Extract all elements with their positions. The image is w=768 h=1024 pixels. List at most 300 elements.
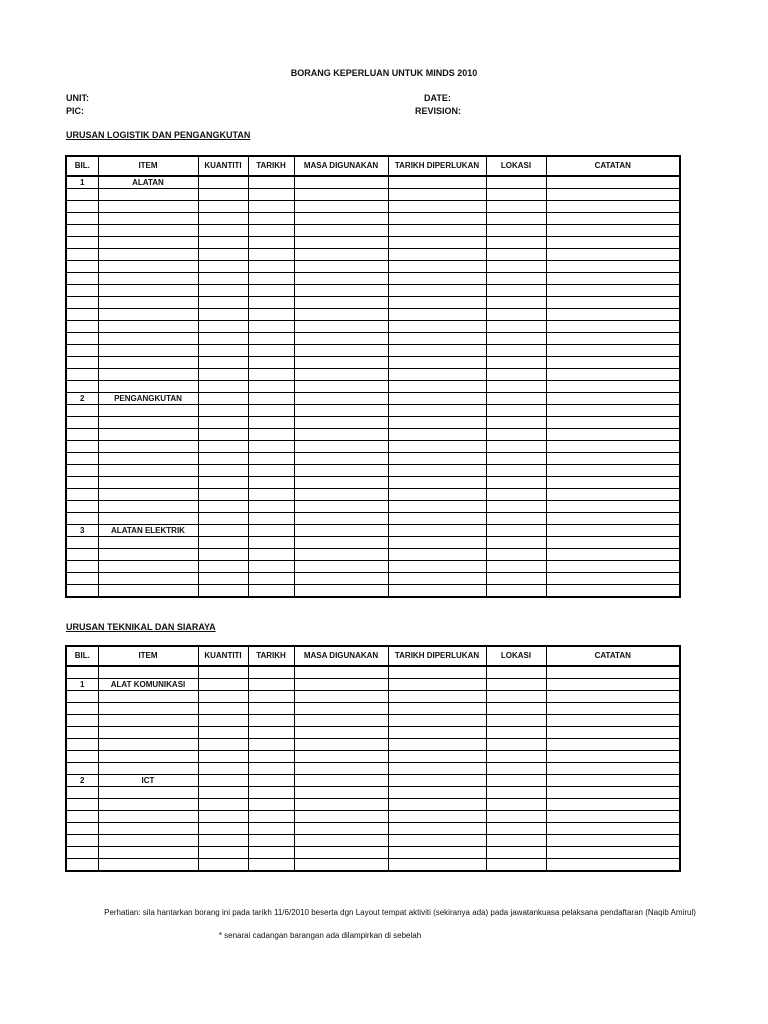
- table-cell[interactable]: [546, 847, 680, 859]
- table-cell[interactable]: [98, 237, 198, 249]
- table-cell[interactable]: [294, 381, 388, 393]
- table-cell[interactable]: [486, 561, 546, 573]
- table-cell[interactable]: [486, 751, 546, 763]
- table-cell[interactable]: [388, 751, 486, 763]
- table-cell[interactable]: [198, 345, 248, 357]
- table-cell[interactable]: [486, 333, 546, 345]
- table-cell[interactable]: [248, 763, 294, 775]
- table-cell[interactable]: [486, 823, 546, 835]
- table-cell[interactable]: [248, 213, 294, 225]
- table-cell[interactable]: [98, 249, 198, 261]
- table-cell[interactable]: [66, 835, 98, 847]
- table-cell[interactable]: [388, 176, 486, 189]
- table-cell[interactable]: [294, 811, 388, 823]
- table-cell[interactable]: [66, 309, 98, 321]
- table-cell[interactable]: [198, 763, 248, 775]
- table-cell[interactable]: [546, 666, 680, 679]
- table-cell[interactable]: [486, 357, 546, 369]
- table-cell[interactable]: [388, 213, 486, 225]
- table-cell[interactable]: [98, 333, 198, 345]
- table-cell[interactable]: [294, 453, 388, 465]
- table-cell[interactable]: [248, 225, 294, 237]
- table-cell[interactable]: [294, 561, 388, 573]
- table-cell[interactable]: [248, 429, 294, 441]
- table-cell[interactable]: [198, 715, 248, 727]
- table-cell[interactable]: [66, 691, 98, 703]
- table-cell[interactable]: [546, 213, 680, 225]
- table-cell[interactable]: [486, 285, 546, 297]
- table-cell[interactable]: [198, 489, 248, 501]
- table-cell[interactable]: [546, 715, 680, 727]
- table-cell[interactable]: [486, 345, 546, 357]
- table-cell[interactable]: [388, 489, 486, 501]
- table-cell[interactable]: [98, 465, 198, 477]
- table-cell[interactable]: [198, 453, 248, 465]
- table-cell[interactable]: [98, 357, 198, 369]
- table-cell[interactable]: [546, 285, 680, 297]
- table-cell[interactable]: [294, 441, 388, 453]
- table-cell[interactable]: [66, 261, 98, 273]
- table-cell[interactable]: [546, 823, 680, 835]
- table-cell[interactable]: [198, 847, 248, 859]
- table-cell[interactable]: [388, 381, 486, 393]
- table-cell[interactable]: [66, 513, 98, 525]
- table-cell[interactable]: [98, 666, 198, 679]
- table-cell[interactable]: [98, 369, 198, 381]
- table-cell[interactable]: [66, 201, 98, 213]
- table-cell[interactable]: [388, 417, 486, 429]
- table-cell[interactable]: [546, 297, 680, 309]
- table-cell[interactable]: [198, 823, 248, 835]
- table-cell[interactable]: [388, 309, 486, 321]
- table-cell[interactable]: [248, 501, 294, 513]
- table-cell[interactable]: [66, 859, 98, 872]
- table-cell[interactable]: [66, 357, 98, 369]
- table-cell[interactable]: [486, 811, 546, 823]
- table-cell[interactable]: [248, 285, 294, 297]
- table-cell[interactable]: [248, 477, 294, 489]
- table-cell[interactable]: [98, 285, 198, 297]
- table-cell[interactable]: [198, 417, 248, 429]
- table-cell[interactable]: [198, 381, 248, 393]
- table-cell[interactable]: [546, 237, 680, 249]
- table-cell[interactable]: [388, 405, 486, 417]
- table-cell[interactable]: [388, 835, 486, 847]
- table-cell[interactable]: [66, 715, 98, 727]
- table-cell[interactable]: [198, 739, 248, 751]
- table-cell[interactable]: [66, 297, 98, 309]
- table-cell[interactable]: [388, 573, 486, 585]
- table-cell[interactable]: [98, 417, 198, 429]
- table-cell[interactable]: [546, 477, 680, 489]
- table-cell[interactable]: [98, 489, 198, 501]
- table-cell[interactable]: [66, 465, 98, 477]
- table-cell[interactable]: [98, 345, 198, 357]
- table-cell[interactable]: [198, 333, 248, 345]
- table-cell[interactable]: [546, 453, 680, 465]
- table-cell[interactable]: [98, 537, 198, 549]
- table-cell[interactable]: [486, 573, 546, 585]
- table-cell[interactable]: [388, 549, 486, 561]
- table-cell[interactable]: [486, 859, 546, 872]
- table-cell[interactable]: [486, 501, 546, 513]
- table-cell[interactable]: [66, 727, 98, 739]
- table-cell[interactable]: [486, 763, 546, 775]
- table-cell[interactable]: [248, 691, 294, 703]
- table-cell[interactable]: [66, 703, 98, 715]
- table-cell[interactable]: [98, 405, 198, 417]
- table-cell[interactable]: [198, 549, 248, 561]
- table-cell[interactable]: [198, 429, 248, 441]
- table-cell[interactable]: [388, 537, 486, 549]
- table-cell[interactable]: [98, 321, 198, 333]
- table-cell[interactable]: [294, 477, 388, 489]
- table-cell[interactable]: [98, 429, 198, 441]
- table-cell[interactable]: [546, 573, 680, 585]
- table-cell[interactable]: [546, 357, 680, 369]
- table-cell[interactable]: [388, 513, 486, 525]
- table-cell[interactable]: [248, 273, 294, 285]
- table-cell[interactable]: [98, 225, 198, 237]
- table-cell[interactable]: [546, 429, 680, 441]
- table-cell[interactable]: [294, 345, 388, 357]
- table-cell[interactable]: [248, 201, 294, 213]
- table-cell[interactable]: [486, 441, 546, 453]
- table-cell[interactable]: [294, 213, 388, 225]
- table-cell[interactable]: [546, 787, 680, 799]
- table-cell[interactable]: [198, 477, 248, 489]
- table-cell[interactable]: [388, 703, 486, 715]
- table-cell[interactable]: [66, 453, 98, 465]
- table-cell[interactable]: [546, 561, 680, 573]
- table-cell[interactable]: [294, 393, 388, 405]
- table-cell[interactable]: [294, 405, 388, 417]
- table-cell[interactable]: [486, 739, 546, 751]
- table-cell[interactable]: [294, 261, 388, 273]
- table-cell[interactable]: [486, 273, 546, 285]
- table-cell[interactable]: [198, 703, 248, 715]
- table-cell[interactable]: [546, 691, 680, 703]
- table-cell[interactable]: [248, 811, 294, 823]
- table-cell[interactable]: [66, 285, 98, 297]
- table-cell[interactable]: [294, 585, 388, 598]
- table-cell[interactable]: [388, 369, 486, 381]
- table-cell[interactable]: [248, 465, 294, 477]
- table-cell[interactable]: [294, 309, 388, 321]
- table-cell[interactable]: [98, 549, 198, 561]
- table-cell[interactable]: [66, 787, 98, 799]
- table-cell[interactable]: [388, 273, 486, 285]
- table-cell[interactable]: [486, 369, 546, 381]
- table-cell[interactable]: [546, 273, 680, 285]
- table-cell[interactable]: [546, 309, 680, 321]
- table-cell[interactable]: [546, 811, 680, 823]
- table-cell[interactable]: [66, 561, 98, 573]
- table-cell[interactable]: [486, 666, 546, 679]
- table-cell[interactable]: [198, 679, 248, 691]
- table-cell[interactable]: [388, 799, 486, 811]
- table-cell[interactable]: [198, 369, 248, 381]
- table-cell[interactable]: [248, 345, 294, 357]
- table-cell[interactable]: [198, 176, 248, 189]
- table-cell[interactable]: [294, 775, 388, 787]
- table-cell[interactable]: [294, 763, 388, 775]
- table-cell[interactable]: [486, 213, 546, 225]
- table-cell[interactable]: [388, 429, 486, 441]
- table-cell[interactable]: [486, 775, 546, 787]
- table-cell[interactable]: [248, 573, 294, 585]
- table-cell[interactable]: [248, 176, 294, 189]
- table-cell[interactable]: [388, 525, 486, 537]
- table-cell[interactable]: [486, 799, 546, 811]
- table-cell[interactable]: [66, 763, 98, 775]
- table-cell[interactable]: [294, 549, 388, 561]
- table-cell[interactable]: [388, 727, 486, 739]
- table-cell[interactable]: [546, 225, 680, 237]
- table-cell[interactable]: [198, 727, 248, 739]
- table-cell[interactable]: [294, 666, 388, 679]
- table-cell[interactable]: [98, 213, 198, 225]
- table-cell[interactable]: [248, 549, 294, 561]
- table-cell[interactable]: [66, 501, 98, 513]
- table-cell[interactable]: [98, 297, 198, 309]
- table-cell[interactable]: [248, 357, 294, 369]
- table-cell[interactable]: [198, 213, 248, 225]
- table-cell[interactable]: [388, 453, 486, 465]
- table-cell[interactable]: [546, 417, 680, 429]
- table-cell[interactable]: [294, 823, 388, 835]
- table-cell[interactable]: [66, 847, 98, 859]
- table-cell[interactable]: [66, 811, 98, 823]
- table-cell[interactable]: [66, 549, 98, 561]
- table-cell[interactable]: [388, 679, 486, 691]
- table-cell[interactable]: [294, 727, 388, 739]
- table-cell[interactable]: [486, 405, 546, 417]
- table-cell[interactable]: [66, 477, 98, 489]
- table-cell[interactable]: [66, 751, 98, 763]
- table-cell[interactable]: [546, 763, 680, 775]
- table-cell[interactable]: [98, 727, 198, 739]
- table-cell[interactable]: ALAT KOMUNIKASI: [98, 679, 198, 691]
- table-cell[interactable]: [66, 213, 98, 225]
- table-cell[interactable]: [198, 525, 248, 537]
- table-cell[interactable]: [66, 189, 98, 201]
- table-cell[interactable]: 2: [66, 393, 98, 405]
- table-cell[interactable]: [98, 477, 198, 489]
- table-cell[interactable]: [248, 189, 294, 201]
- table-cell[interactable]: [198, 441, 248, 453]
- table-cell[interactable]: [66, 537, 98, 549]
- table-cell[interactable]: [66, 429, 98, 441]
- table-cell[interactable]: [248, 309, 294, 321]
- table-cell[interactable]: [66, 739, 98, 751]
- table-cell[interactable]: [388, 501, 486, 513]
- table-cell[interactable]: [546, 859, 680, 872]
- table-cell[interactable]: 3: [66, 525, 98, 537]
- table-cell[interactable]: [546, 261, 680, 273]
- table-cell[interactable]: [248, 405, 294, 417]
- table-cell[interactable]: [66, 249, 98, 261]
- table-cell[interactable]: [546, 381, 680, 393]
- table-cell[interactable]: [198, 859, 248, 872]
- table-cell[interactable]: [248, 775, 294, 787]
- table-cell[interactable]: [546, 176, 680, 189]
- table-cell[interactable]: [248, 417, 294, 429]
- table-cell[interactable]: [98, 585, 198, 598]
- table-cell[interactable]: [98, 751, 198, 763]
- table-cell[interactable]: [388, 859, 486, 872]
- table-cell[interactable]: [198, 393, 248, 405]
- table-cell[interactable]: [198, 811, 248, 823]
- table-cell[interactable]: [98, 309, 198, 321]
- table-cell[interactable]: [98, 189, 198, 201]
- table-cell[interactable]: [198, 775, 248, 787]
- table-cell[interactable]: [248, 261, 294, 273]
- table-cell[interactable]: [198, 501, 248, 513]
- table-cell[interactable]: [248, 859, 294, 872]
- table-cell[interactable]: [388, 189, 486, 201]
- table-cell[interactable]: [198, 561, 248, 573]
- table-cell[interactable]: [546, 751, 680, 763]
- table-cell[interactable]: [98, 763, 198, 775]
- table-cell[interactable]: [546, 799, 680, 811]
- table-cell[interactable]: [546, 525, 680, 537]
- table-cell[interactable]: [388, 811, 486, 823]
- table-cell[interactable]: [294, 321, 388, 333]
- table-cell[interactable]: [294, 715, 388, 727]
- table-cell[interactable]: [98, 561, 198, 573]
- table-cell[interactable]: [198, 321, 248, 333]
- table-cell[interactable]: [546, 501, 680, 513]
- table-cell[interactable]: [546, 405, 680, 417]
- table-cell[interactable]: [486, 393, 546, 405]
- table-cell[interactable]: [546, 465, 680, 477]
- table-cell[interactable]: [486, 321, 546, 333]
- table-cell[interactable]: [486, 715, 546, 727]
- table-cell[interactable]: [388, 823, 486, 835]
- table-cell[interactable]: [198, 357, 248, 369]
- table-cell[interactable]: [294, 417, 388, 429]
- table-cell[interactable]: [248, 679, 294, 691]
- table-cell[interactable]: [198, 237, 248, 249]
- table-cell[interactable]: [294, 489, 388, 501]
- table-cell[interactable]: [486, 549, 546, 561]
- table-cell[interactable]: [198, 285, 248, 297]
- table-cell[interactable]: [248, 525, 294, 537]
- table-cell[interactable]: [546, 775, 680, 787]
- table-cell[interactable]: [66, 417, 98, 429]
- table-cell[interactable]: [294, 201, 388, 213]
- table-cell[interactable]: [486, 537, 546, 549]
- table-cell[interactable]: [388, 666, 486, 679]
- table-cell[interactable]: [66, 345, 98, 357]
- table-cell[interactable]: [546, 489, 680, 501]
- table-cell[interactable]: [66, 225, 98, 237]
- table-cell[interactable]: 2: [66, 775, 98, 787]
- table-cell[interactable]: [486, 513, 546, 525]
- table-cell[interactable]: [66, 381, 98, 393]
- table-cell[interactable]: [486, 249, 546, 261]
- table-cell[interactable]: [66, 666, 98, 679]
- table-cell[interactable]: [486, 225, 546, 237]
- table-cell[interactable]: [486, 691, 546, 703]
- table-cell[interactable]: [198, 835, 248, 847]
- table-cell[interactable]: [486, 176, 546, 189]
- table-cell[interactable]: [248, 297, 294, 309]
- table-cell[interactable]: [248, 393, 294, 405]
- table-cell[interactable]: [294, 847, 388, 859]
- table-cell[interactable]: [198, 799, 248, 811]
- table-cell[interactable]: [546, 249, 680, 261]
- table-cell[interactable]: [198, 249, 248, 261]
- table-cell[interactable]: [388, 763, 486, 775]
- table-cell[interactable]: [294, 537, 388, 549]
- table-cell[interactable]: [248, 537, 294, 549]
- table-cell[interactable]: [388, 847, 486, 859]
- table-cell[interactable]: [248, 585, 294, 598]
- table-cell[interactable]: [248, 787, 294, 799]
- table-cell[interactable]: [388, 715, 486, 727]
- table-cell[interactable]: [486, 585, 546, 598]
- table-cell[interactable]: [66, 273, 98, 285]
- table-cell[interactable]: [98, 739, 198, 751]
- table-cell[interactable]: [486, 787, 546, 799]
- table-cell[interactable]: [294, 501, 388, 513]
- table-cell[interactable]: [294, 429, 388, 441]
- table-cell[interactable]: [546, 585, 680, 598]
- table-cell[interactable]: [388, 297, 486, 309]
- table-cell[interactable]: [294, 237, 388, 249]
- table-cell[interactable]: [294, 835, 388, 847]
- table-cell[interactable]: [388, 787, 486, 799]
- table-cell[interactable]: [486, 453, 546, 465]
- table-cell[interactable]: [546, 549, 680, 561]
- table-cell[interactable]: [98, 715, 198, 727]
- table-cell[interactable]: [294, 369, 388, 381]
- table-cell[interactable]: PENGANGKUTAN: [98, 393, 198, 405]
- table-cell[interactable]: [486, 429, 546, 441]
- table-cell[interactable]: [198, 691, 248, 703]
- table-cell[interactable]: [388, 585, 486, 598]
- table-cell[interactable]: [66, 333, 98, 345]
- table-cell[interactable]: [486, 189, 546, 201]
- table-cell[interactable]: [388, 201, 486, 213]
- table-cell[interactable]: [294, 739, 388, 751]
- table-cell[interactable]: ALATAN ELEKTRIK: [98, 525, 198, 537]
- table-cell[interactable]: ALATAN: [98, 176, 198, 189]
- table-cell[interactable]: [388, 237, 486, 249]
- table-cell[interactable]: [198, 585, 248, 598]
- table-cell[interactable]: [198, 537, 248, 549]
- table-cell[interactable]: [388, 775, 486, 787]
- table-cell[interactable]: [486, 703, 546, 715]
- table-cell[interactable]: [98, 859, 198, 872]
- table-cell[interactable]: [486, 847, 546, 859]
- table-cell[interactable]: [198, 513, 248, 525]
- table-cell[interactable]: [294, 679, 388, 691]
- table-cell[interactable]: [198, 225, 248, 237]
- table-cell[interactable]: [66, 585, 98, 598]
- table-cell[interactable]: [248, 489, 294, 501]
- table-cell[interactable]: [248, 321, 294, 333]
- table-cell[interactable]: [294, 297, 388, 309]
- table-cell[interactable]: [486, 201, 546, 213]
- table-cell[interactable]: [546, 345, 680, 357]
- table-cell[interactable]: [294, 859, 388, 872]
- table-cell[interactable]: [98, 703, 198, 715]
- table-cell[interactable]: [248, 333, 294, 345]
- table-cell[interactable]: [66, 321, 98, 333]
